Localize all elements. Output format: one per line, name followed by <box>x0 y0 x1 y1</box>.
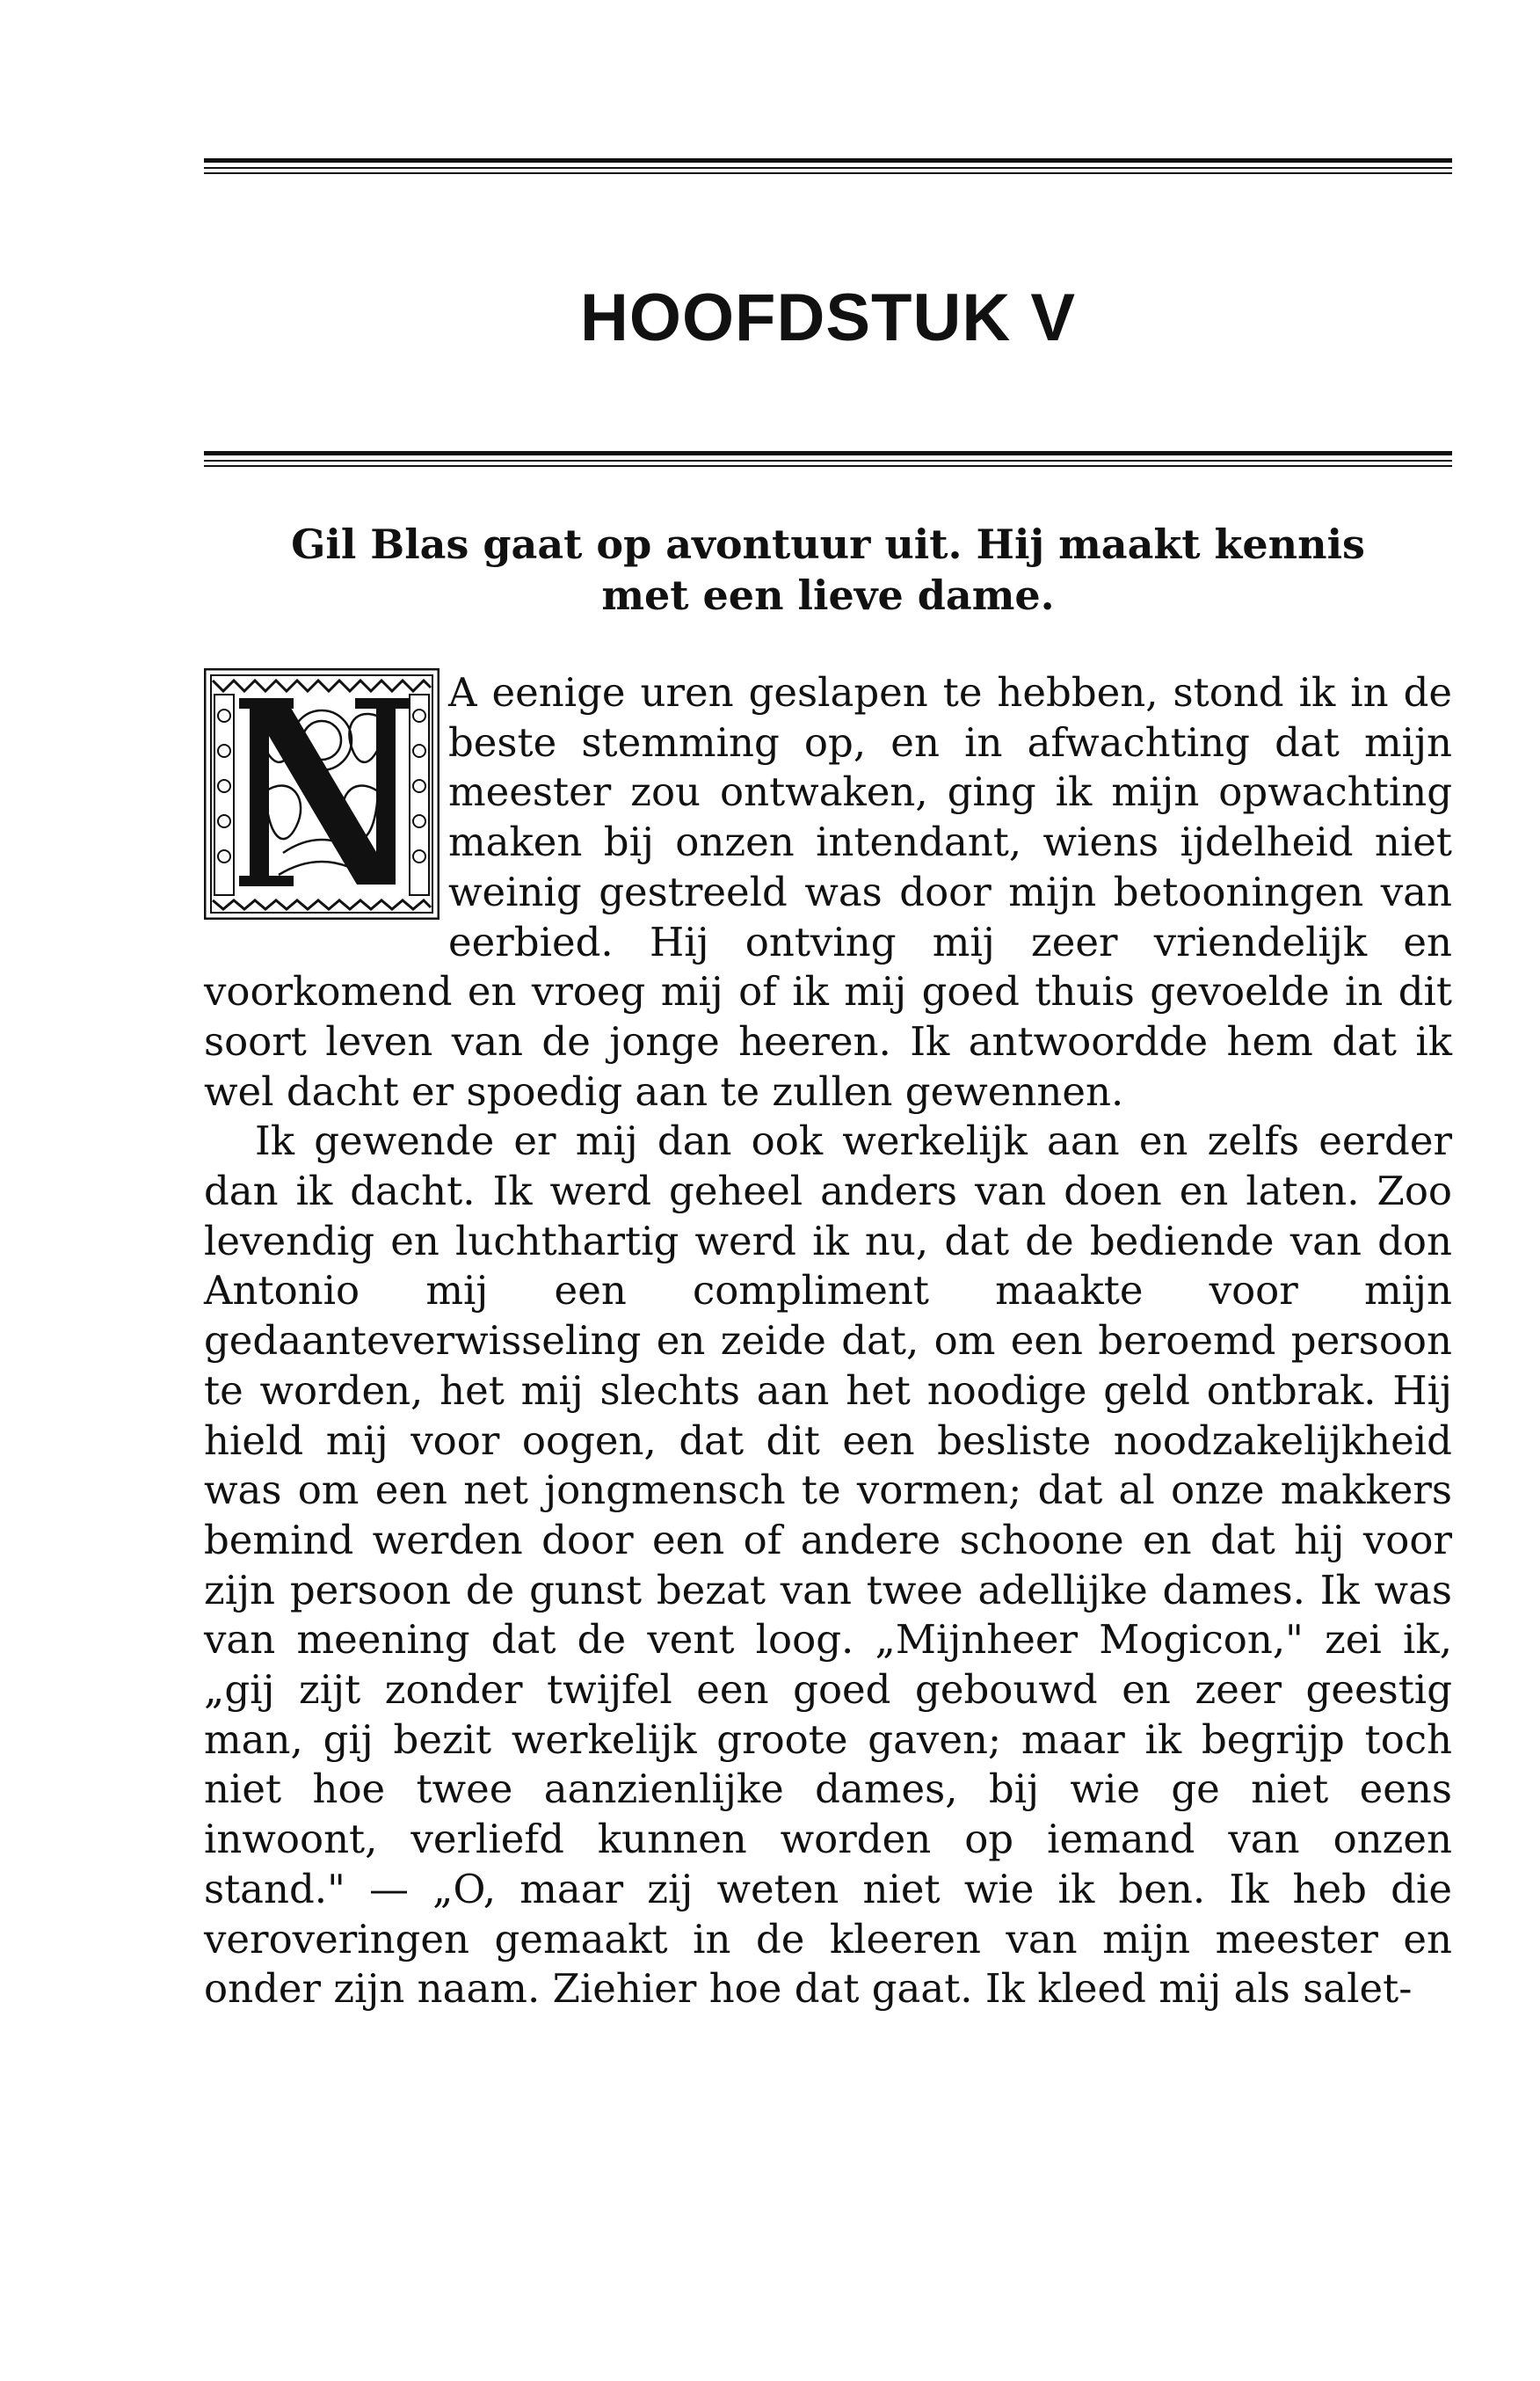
paragraph-1: A eenige uren geslapen te hebben, stond ik in de beste stemming op, en in afwachting dat mijn meester zou ontwaken, ging ik mijn opwachting maken bij onzen intendant, wiens ijdelheid niet weinig gestreeld was door mijn betooningen van eerbied. Hij ontving mij zeer vriendelijk en voorkomend en vroeg mij of ik mij goed thuis gevoelde in dit soort leven van de jonge heeren. Ik antwoordde hem dat ik wel dacht er spoedig aan te zullen gewennen. <box>204 669 1452 1115</box>
chapter-title: HOOFDSTUK V <box>579 280 1077 355</box>
title-rule <box>204 451 1452 467</box>
top-rule <box>204 158 1452 174</box>
body-text <box>204 668 1452 2014</box>
chapter-subtitle <box>204 519 1452 621</box>
subtitle-line-1: Gil Blas gaat op avontuur uit. Hij maakt kennis <box>291 521 1365 568</box>
paragraph-2: Ik gewende er mij dan ook werkelijk aan en zelfs eerder dan ik dacht. Ik werd geheel anders van doen en laten. Zoo levendig en luchthartig werd ik nu, dat de bediende van don Antonio mij een compliment maakte voor mijn gedaanteverwisseling en zeide dat, om een beroemd persoon te worden, het mij slechts aan het noodige geld ontbrak. Hij hield mij voor oogen, dat dit een besliste noodzakelijkheid was om een net jongmensch te vormen; dat al onze makkers bemind werden door een of andere schoone en dat hij voor zijn persoon de gunst bezat van twee adellijke dames. Ik was van meening dat de vent loog. „Mijnheer Mogicon," zei ik, „gij zijt zonder twijfel een goed gebouwd en zeer geestig man, gij bezit werkelijk groote gaven; maar ik begrijp toch niet hoe twee aanzienlijke dames, bij wie ge niet eens inwoont, verliefd kunnen worden op iemand van onzen stand." — „O, maar zij weten niet wie ik ben. Ik heb die veroveringen gemaakt in de kleeren van mijn meester en onder zijn naam. Ziehier hoe dat gaat. Ik kleed mij als salet- <box>204 1118 1452 2013</box>
subtitle-line-2: met een lieve dame. <box>601 572 1055 619</box>
ornamental-initial-n-icon <box>204 668 439 920</box>
